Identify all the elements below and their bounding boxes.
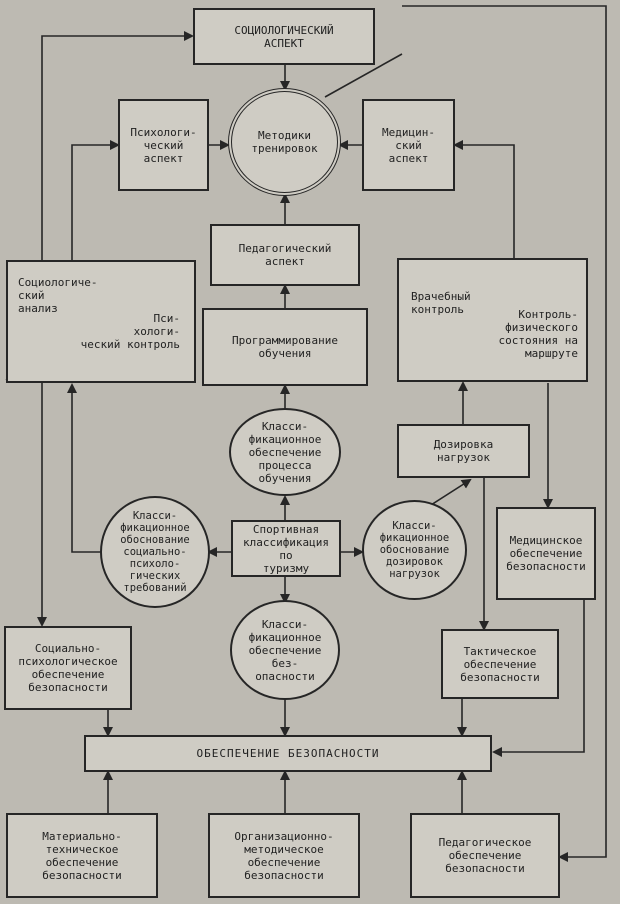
medical-aspect-box: Медицин- ский аспект: [362, 99, 455, 191]
ped-safety-box: Педагогическое обеспечение безопасности: [410, 813, 560, 898]
programming-box: Программирование обучения: [202, 308, 368, 386]
psych-control-label: Пси- хологи- ческий контроль: [80, 312, 180, 351]
load-dosing-box: Дозировка нагрузок: [397, 424, 530, 478]
arrow-classsocial-to-left: [72, 385, 100, 552]
arrow-left-to-psych: [72, 145, 118, 260]
psychological-aspect-box: Психологи- ческий аспект: [118, 99, 209, 191]
class-dosing-circle: Класси- фикационное обоснование дозировок нагрузок: [362, 500, 467, 600]
sport-classification-box: Спортивная классификация по туризму: [231, 520, 341, 577]
tactical-safety-box: Тактическое обеспечение безопасности: [441, 629, 559, 699]
medical-safety-box: Медицинское обеспечение безопасности: [496, 507, 596, 600]
material-safety-box: Материально- техническое обеспечение безопасности: [6, 813, 158, 898]
medical-control-label: Врачебный контроль: [411, 290, 471, 316]
arrow-right-to-med: [455, 145, 514, 258]
pedagogical-aspect-box: Педагогический аспект: [210, 224, 360, 286]
class-social-circle: Класси- фикационное обоснование социально- психоло- гических требований: [100, 496, 210, 608]
sociological-aspect-box: СОЦИОЛОГИЧЕСКИЙ АСПЕКТ: [193, 8, 375, 65]
physical-state-control-label: Контроль- физического состояния на маршруте: [498, 308, 578, 360]
class-safety-circle: Класси- фикационное обеспечение без- опасности: [230, 600, 340, 700]
safety-bar: ОБЕСПЕЧЕНИЕ БЕЗОПАСНОСТИ: [84, 735, 492, 772]
org-method-safety-box: Организационно- методическое обеспечение безопасности: [208, 813, 360, 898]
class-learning-circle: Класси- фикационное обеспечение процесса обучения: [229, 408, 341, 496]
social-psych-safety-box: Социально- психологическое обеспечение безопасности: [4, 626, 132, 710]
right-split-box: [397, 258, 588, 382]
left-split-box: [6, 260, 196, 383]
sociological-analysis-label: Социологиче- ский анализ: [18, 276, 98, 315]
training-methods-circle: Методики тренировок: [228, 88, 341, 196]
